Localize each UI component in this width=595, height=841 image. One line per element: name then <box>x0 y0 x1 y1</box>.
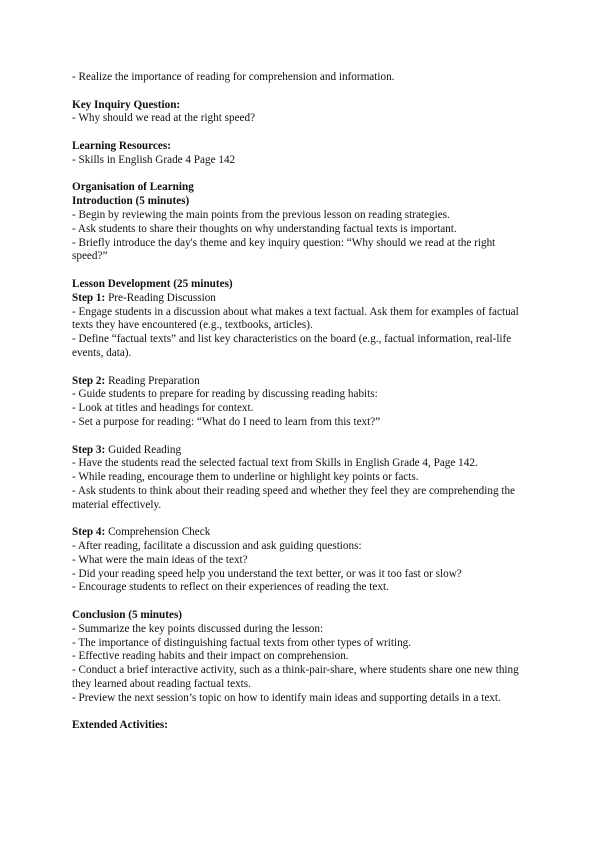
extended-heading: Extended Activities: <box>72 719 169 732</box>
spacer <box>72 264 532 278</box>
conclusion-item: - Effective reading habits and their impact on comprehension. <box>72 650 349 663</box>
conclusion-item: - Summarize the key points discussed during the lesson: <box>72 622 324 635</box>
step-4-title <box>72 526 532 540</box>
spacer <box>72 85 532 99</box>
step-item: - Did your reading speed help you understand the text better, or was it too fast or slow? <box>72 567 462 580</box>
introduction-item: - Briefly introduce the day's theme and key inquiry question: “Why should we read at the right speed?” <box>72 236 496 263</box>
inquiry-item: - Why should we read at the right speed? <box>72 112 256 125</box>
step-label: Step 1: <box>72 291 106 304</box>
spacer <box>72 595 532 609</box>
spacer <box>72 706 532 720</box>
introduction-heading: Introduction (5 minutes) <box>72 195 190 208</box>
document-page <box>72 71 532 733</box>
step-1-title <box>72 292 532 306</box>
step-title: Pre-Reading Discussion <box>105 291 216 304</box>
spacer <box>72 126 532 140</box>
step-item: - Ask students to think about their reading speed and whether they feel they are comprehending the material effectively. <box>72 484 516 511</box>
spacer <box>72 430 532 444</box>
step-item: - Guide students to prepare for reading by discussing reading habits: <box>72 388 378 401</box>
step-item: - After reading, facilitate a discussion and ask guiding questions: <box>72 540 362 553</box>
spacer <box>72 361 532 375</box>
step-item: - Set a purpose for reading: “What do I need to learn from this text?” <box>72 415 381 428</box>
step-label: Step 4: <box>72 526 106 539</box>
intro-line: - Realize the importance of reading for comprehension and information. <box>72 71 395 83</box>
step-label: Step 2: <box>72 374 106 387</box>
introduction-item: - Ask students to share their thoughts on why understanding factual texts is important. <box>72 222 457 235</box>
step-title: Guided Reading <box>105 443 182 456</box>
step-title: Comprehension Check <box>105 526 211 539</box>
development-heading: Lesson Development (25 minutes) <box>72 277 233 290</box>
step-title: Reading Preparation <box>105 374 200 387</box>
introduction-item: - Begin by reviewing the main points from the previous lesson on reading strategies. <box>72 208 450 221</box>
step-item: - While reading, encourage them to underline or highlight key points or facts. <box>72 471 419 484</box>
resources-item: - Skills in English Grade 4 Page 142 <box>72 153 236 166</box>
organisation-heading: Organisation of Learning <box>72 181 194 194</box>
step-item: - Define “factual texts” and list key characteristics on the board (e.g., factual information, real-life events, data). <box>72 333 512 359</box>
step-item: - Look at titles and headings for context. <box>72 402 254 415</box>
step-item: - Encourage students to reflect on their experiences of reading the text. <box>72 581 389 594</box>
step-label: Step 3: <box>72 443 106 456</box>
conclusion-item: - The importance of distinguishing factual texts from other types of writing. <box>72 636 412 649</box>
inquiry-heading: Key Inquiry Question: <box>72 98 181 111</box>
spacer <box>72 168 532 182</box>
step-2-title <box>72 375 532 389</box>
resources-heading: Learning Resources: <box>72 139 171 152</box>
step-item: - Engage students in a discussion about what makes a text factual. Ask them for examples of factual texts they have encountered (e.g., textbooks, articles). <box>72 305 519 332</box>
conclusion-heading: Conclusion (5 minutes) <box>72 609 183 622</box>
step-3-title <box>72 444 532 458</box>
conclusion-item: - Conduct a brief interactive activity, such as a think-pair-share, where students share one new thing they learned about reading factual texts. <box>72 664 519 691</box>
conclusion-item: - Preview the next session’s topic on how to identify main ideas and supporting details in a text. <box>72 691 501 704</box>
step-item: - Have the students read the selected factual text from Skills in English Grade 4, Page 142. <box>72 457 478 470</box>
step-item: - What were the main ideas of the text? <box>72 553 248 566</box>
spacer <box>72 513 532 527</box>
